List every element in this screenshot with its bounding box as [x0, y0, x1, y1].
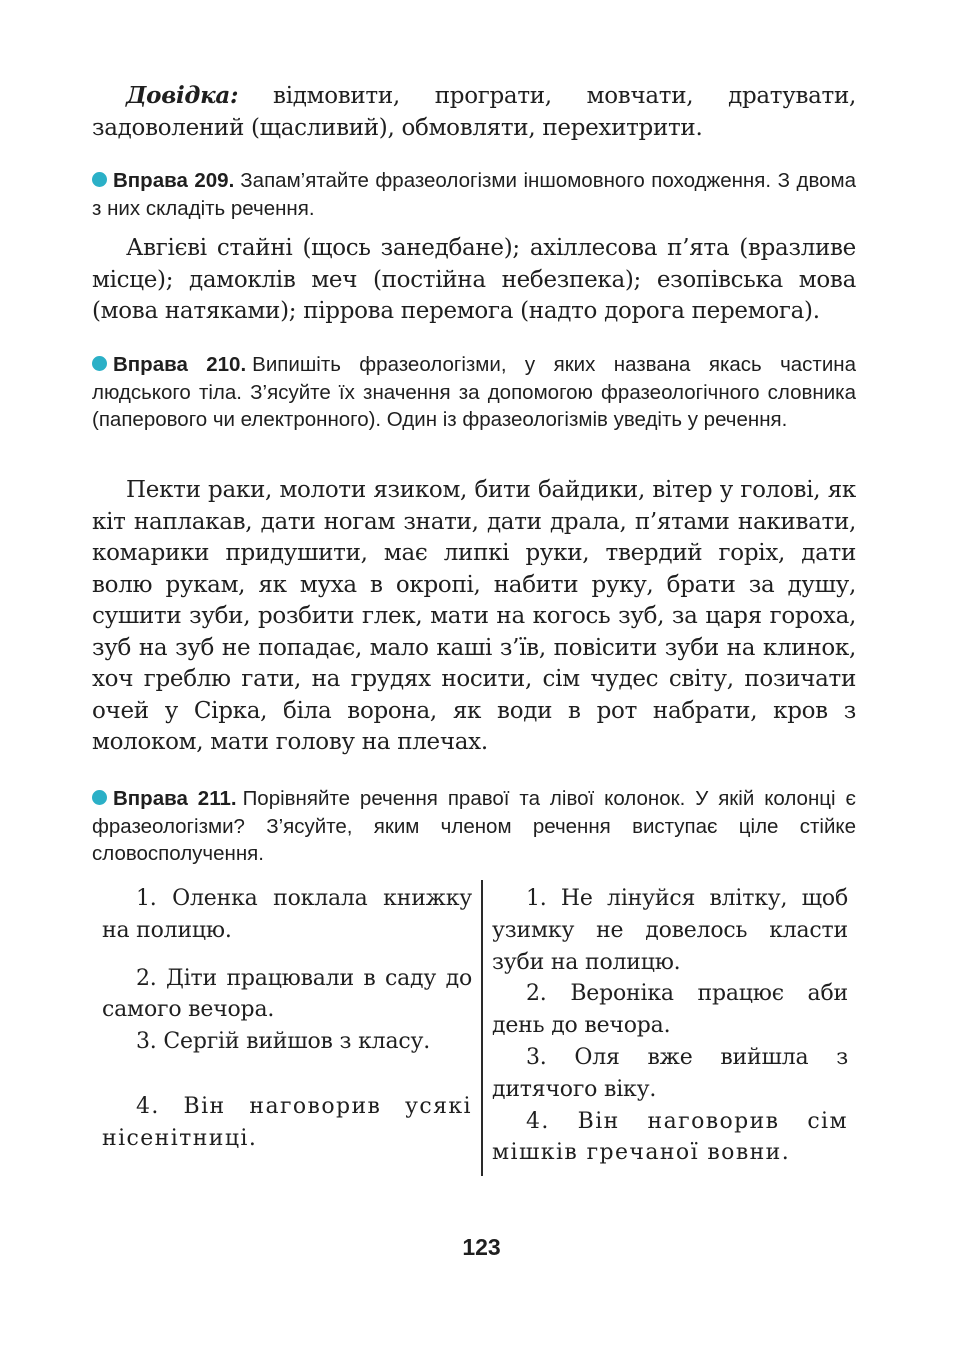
- reference-paragraph: [92, 80, 856, 144]
- exercise-211-label: Вправа 211.: [113, 787, 237, 810]
- left-sentence-3: 3. Сергій вийшов з класу.: [136, 1029, 431, 1055]
- right-sentence-4: 4. Він наговорив сім мішків гречаної вовни.: [492, 1108, 848, 1166]
- left-sentence-2: 2. Діти працювали в саду до самого вечора.: [102, 965, 472, 1023]
- exercise-209-label: Вправа 209.: [113, 169, 235, 192]
- left-sentence-1: 1. Оленка поклала книжку на полицю.: [102, 886, 472, 943]
- bullet-icon: [92, 172, 107, 187]
- left-sentence-4: 4. Він наговорив усякі нісенітниці.: [102, 1093, 472, 1151]
- column-divider: [481, 880, 483, 1176]
- exercise-209-instruction-text: Запам’ятайте фразеологізми іншомовного походження. З двома з них складіть речення.: [92, 169, 857, 220]
- exercise-209-body: Авгієві стайні (щось занедбане); ахіллесова п’ята (вразливе місце); дамоклів меч (постійна небезпека); езопівська мова (мова натяками); піррова перемога (надто дорога перемога).: [92, 235, 856, 324]
- left-column: [102, 883, 472, 1155]
- right-sentence-1: 1. Не лінуйся влітку, щоб узимку не довелось класти зуби на полицю.: [492, 886, 848, 975]
- right-column: [492, 883, 848, 1169]
- exercise-210-body: Пекти раки, молоти язиком, бити байдики, вітер у голові, як кіт наплакав, дати ногам знати, дати драла, п’ятами накивати, комарики придушити, має липкі руки, твердий горіх, дати волю рукам, як муха в окропі, набити руку, брати за душу, сушити зуби, розбити глек, мати на когось зуб, за царя гороха, зуб на зуб не попадає, мало каші з’їв, повісити зуби на клинок, хоч греблю гати, на грудях носити, сім чудес світу, позичати очей у Сірка, біла ворона, як води в рот набрати, кров з молоком, мати голову на плечах.: [92, 477, 856, 755]
- exercise-209-instruction: [92, 167, 856, 222]
- bullet-icon: [92, 356, 107, 371]
- right-sentence-3: 3. Оля вже вийшла з дитячого віку.: [492, 1044, 848, 1102]
- exercise-210-instruction-text: Випишіть фразеологізми, у яких названа якась частина людського тіла. З’ясуйте їх значення за допомогою фразеологічного словника (паперового чи електронного). Один із фразеологізмів уведіть у речення.: [92, 353, 856, 431]
- exercise-210-label: Вправа 210.: [113, 353, 247, 376]
- page-number: 123: [462, 1234, 501, 1260]
- exercise-211-instruction: [92, 785, 856, 868]
- reference-lead: Довідка:: [126, 82, 239, 109]
- right-sentence-2: 2. Вероніка працює аби день до вечора.: [492, 981, 848, 1039]
- exercise-211-instruction-text: Порівняйте речення правої та лівої колонок. У якій колонці є фразеологізми? З’ясуйте, яким членом речення виступає ціле стійке словосполучення.: [92, 787, 856, 865]
- bullet-icon: [92, 790, 107, 805]
- exercise-210-instruction: [92, 351, 856, 434]
- reference-text: відмовити, програти, мовчати, дратувати, задоволений (щасливий), обмовляти, перехитрити.: [92, 83, 856, 141]
